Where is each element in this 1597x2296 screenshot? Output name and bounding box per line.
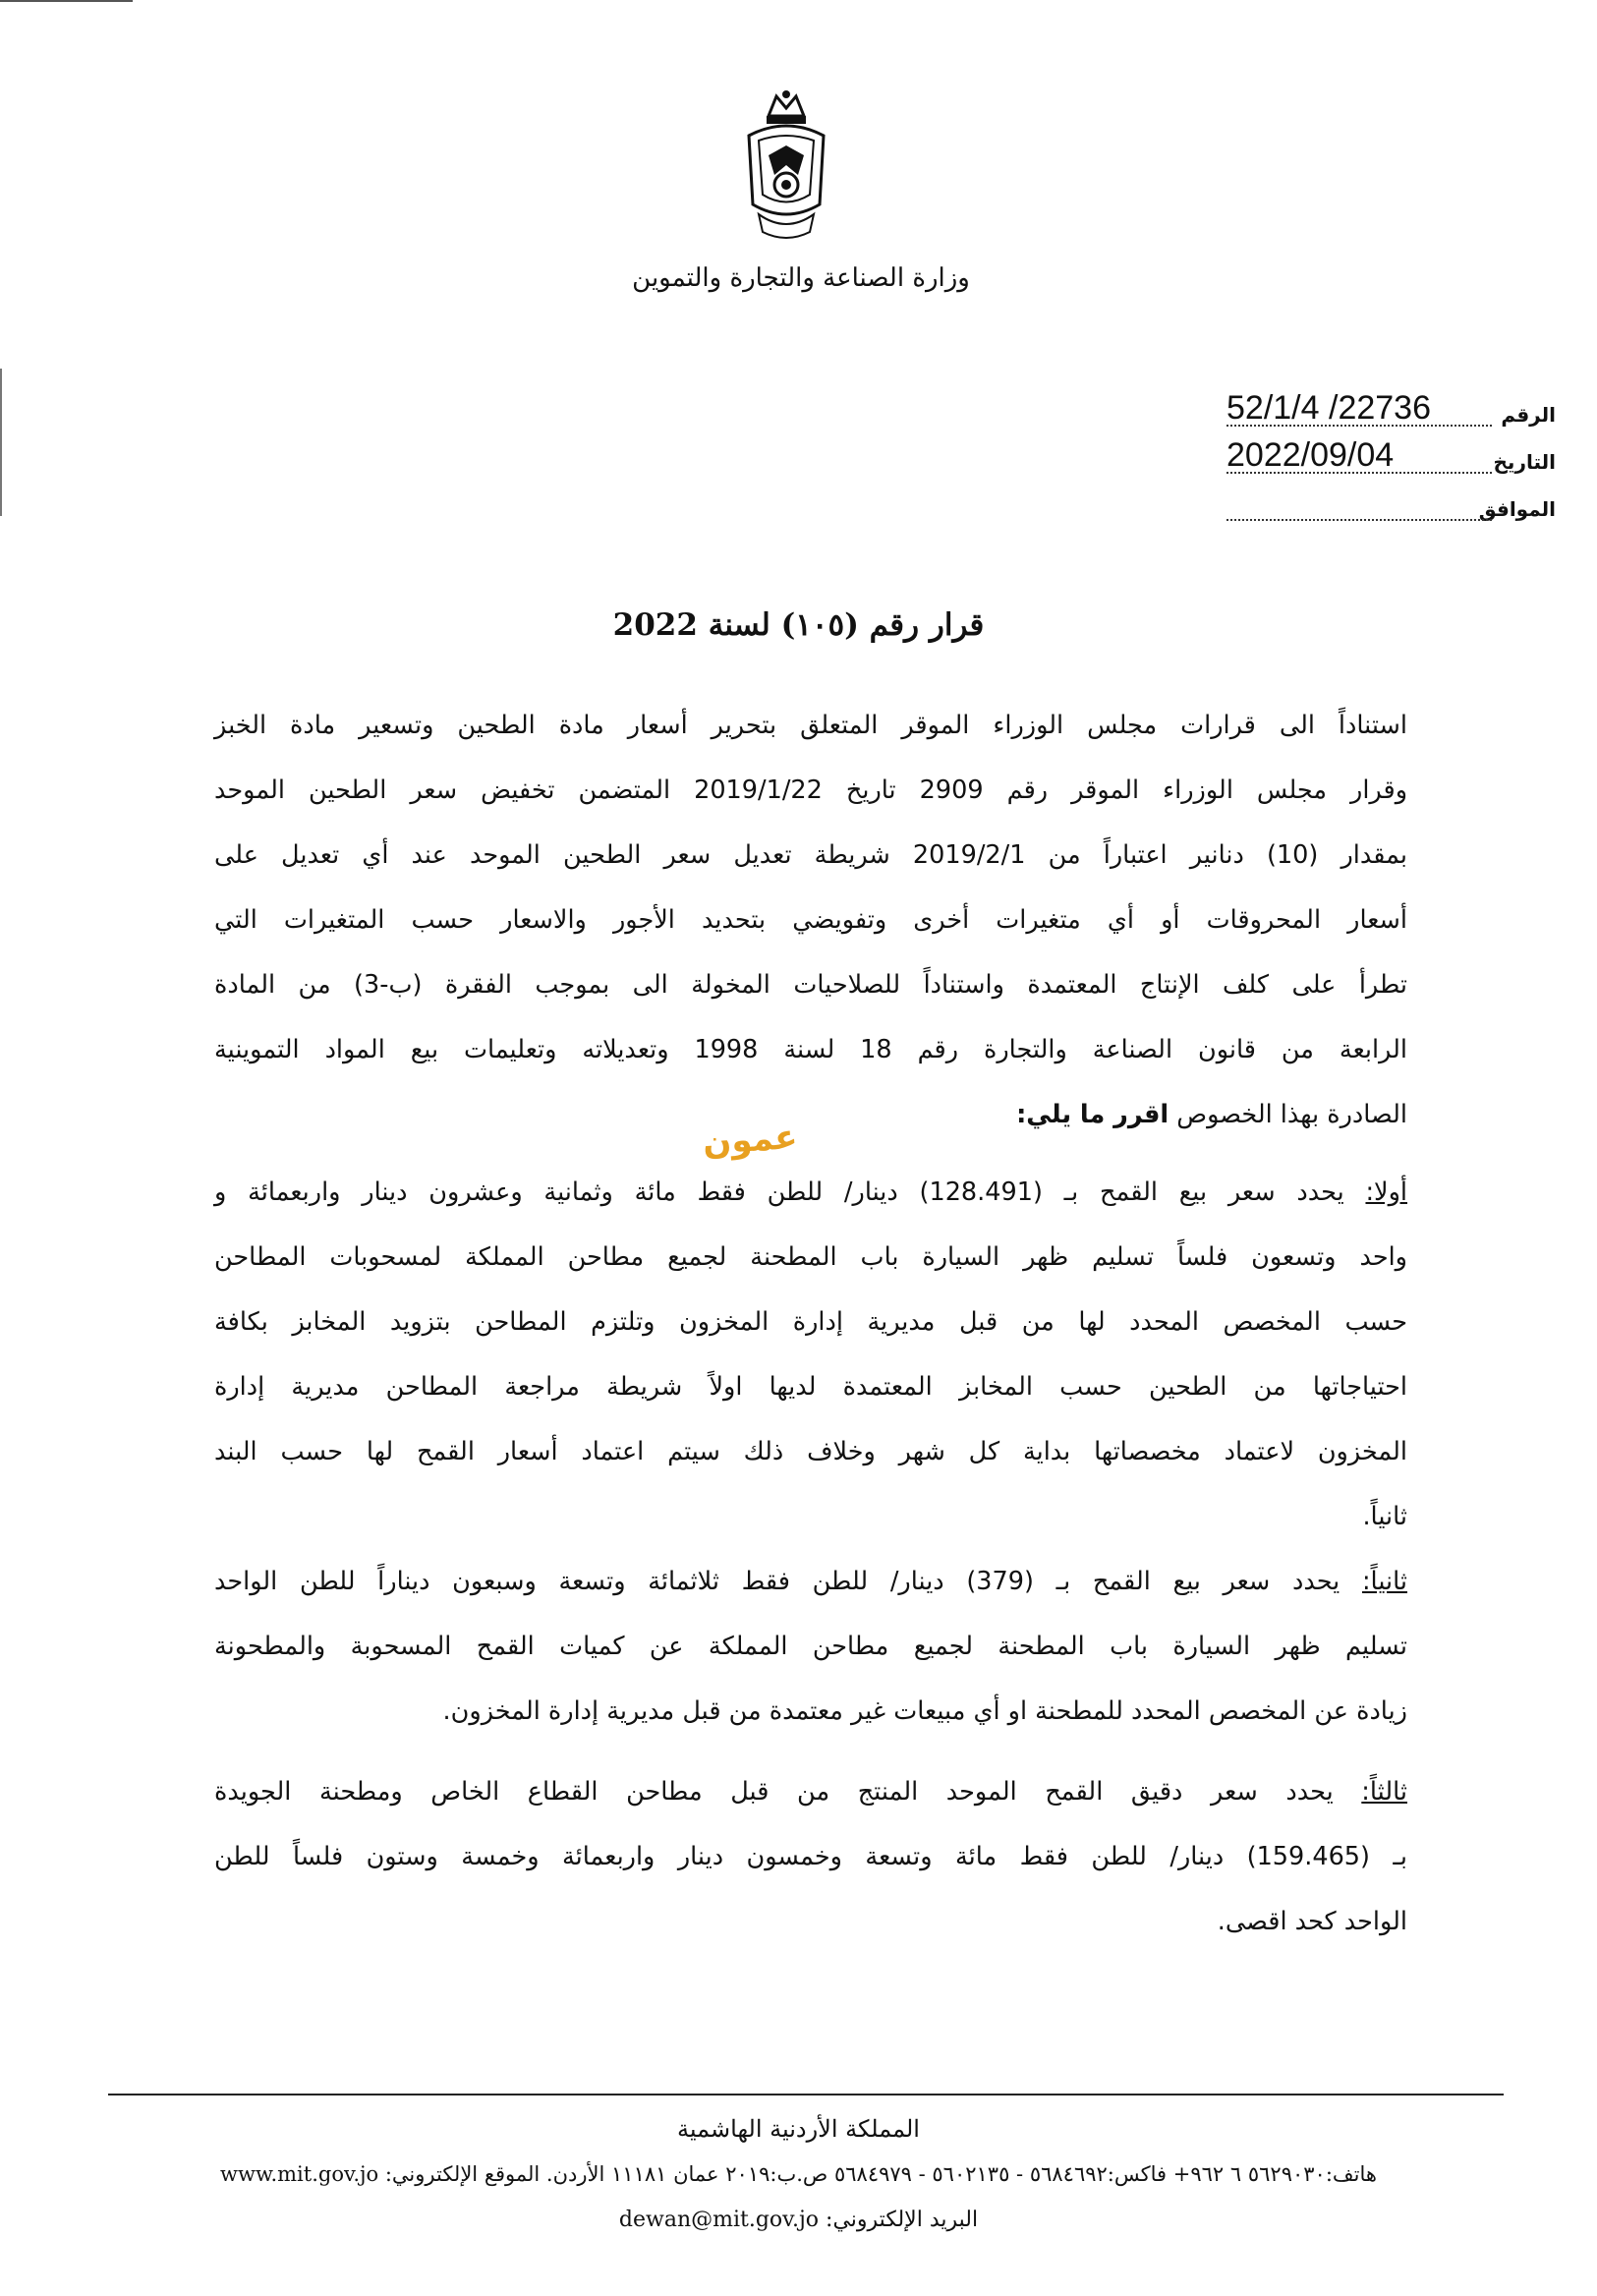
line-text: يحدد سعر دقيق القمح الموحد المنتج من قبل مطاحن القطاع الخاص ومطحنة الجويدة [214, 1777, 1334, 1807]
footer-country: المملكة الأردنية الهاشمية [677, 2115, 920, 2143]
line-text: المخزون لاعتماد مخصصاتها بداية كل شهر وخلاف ذلك سيتم اعتماد أسعار القمح لها حسب البند [214, 1437, 1407, 1466]
paragraph-line [214, 1290, 1407, 1354]
footer-email: البريد الإلكتروني: dewan@mit.gov.jo [618, 2208, 979, 2232]
preamble-closing: الصادرة بهذا الخصوص [1176, 1100, 1407, 1129]
clause-first [214, 1160, 1407, 1549]
scan-edge-line [0, 369, 2, 516]
paragraph-line [214, 952, 1407, 1017]
reference-number: 22736/ 52/1/4 [1226, 391, 1492, 427]
date-value: 2022/09/04 [1226, 438, 1492, 474]
reference-label: الرقم [1501, 403, 1556, 427]
line-text: استناداً الى قرارات مجلس الوزراء الموقر المتعلق بتحرير أسعار مادة الطحين وتسعير مادة الخبز [214, 711, 1407, 740]
line-text: تطرأ على كلف الإنتاج المعتمدة واستناداً للصلاحيات المخولة الى بموجب الفقرة (ب-3) من المادة [214, 970, 1407, 1000]
paragraph-line [214, 758, 1407, 823]
paragraph-line [214, 1484, 1407, 1549]
jordan-coat-of-arms-emblem [739, 86, 833, 249]
line-text: حسب المخصص المحدد لها من قبل مديرية إدارة المخزون وتلتزم المطاحن بتزويد المخابز بكافة [214, 1307, 1407, 1337]
scan-edge-line [0, 0, 133, 2]
line-text: بـ (159.465) دينار/ للطن فقط مائة وتسعة وخمسون دينار واربعمائة وخمسة وستون فلساً للطن [214, 1842, 1407, 1871]
paragraph-line [214, 823, 1407, 888]
reference-number-row [1226, 391, 1556, 427]
line-text: أسعار المحروقات أو أي متغيرات أخرى وتفويضي بتحديد الأجور والاسعار حسب المتغيرات التي [214, 905, 1407, 935]
line-text: ثانياً. [1362, 1502, 1407, 1531]
paragraph-line [214, 1017, 1407, 1082]
paragraph-line [214, 1225, 1407, 1290]
paragraph-line [214, 1759, 1407, 1824]
paragraph-line [214, 1614, 1407, 1679]
footer-contact: هاتف:٥٦٢٩٠٣٠ ٦ ٩٦٢+ فاكس:٥٦٨٤٦٩٢ - ٥٦٠٢١٣٥ - ٥٦٨٤٩٧٩ ص.ب:٢٠١٩ عمان ١١١٨١ الأردن. الموقع الإلكتروني: www.mit.gov.jo [220, 2162, 1377, 2186]
line-text: يحدد سعر بيع القمح بـ (379) دينار/ للطن فقط ثلاثمائة وتسعة وسبعون ديناراً للطن الواحد [214, 1567, 1340, 1596]
line-text: احتياجاتها من الطحين حسب المخابز المعتمدة لديها اولاً شريطة مراجعة المطاحن مديرية إدارة [214, 1372, 1407, 1402]
paragraph-line [214, 1889, 1407, 1954]
line-text: زيادة عن المخصص المحدد للمطحنة او أي مبيعات غير معتمدة من قبل مديرية إدارة المخزون. [442, 1696, 1407, 1726]
line-text: وقرار مجلس الوزراء الموقر رقم 2909 تاريخ 2019/1/22 المتضمن تخفيض سعر الطحين الموحد [214, 775, 1408, 805]
paragraph-line [214, 1549, 1407, 1614]
footer-divider [108, 2094, 1504, 2095]
corresponding-date-row [1226, 486, 1556, 521]
paragraph-line [214, 1082, 1407, 1147]
paragraph-line [214, 1679, 1407, 1744]
line-text: تسليم ظهر السيارة باب المطحنة لجميع مطاحن المملكة عن كميات القمح المسحوبة والمطحونة [214, 1632, 1407, 1661]
date-row [1226, 438, 1556, 474]
decision-phrase: اقرر ما يلي: [1016, 1100, 1169, 1129]
clause-label: ثالثاً: [1361, 1777, 1407, 1807]
corresponding-value [1226, 486, 1492, 521]
line-text: واحد وتسعون فلساً تسليم ظهر السيارة باب المطحنة لجميع مطاحن المملكة لمسحوبات المطاحن [214, 1242, 1407, 1272]
line-text: بمقدار (10) دنانير اعتباراً من 2019/2/1 شريطة تعديل سعر الطحين الموحد عند أي تعديل على [214, 840, 1407, 870]
ammon-watermark: عمون [701, 1117, 799, 1164]
line-text: الواحد كحد اقصى. [1217, 1907, 1407, 1936]
date-label: التاريخ [1493, 450, 1556, 474]
preamble-paragraph [214, 693, 1407, 1147]
ministry-name: وزارة الصناعة والتجارة والتموين [632, 263, 970, 293]
line-text: الرابعة من قانون الصناعة والتجارة رقم 18 لسنة 1998 وتعديلاته وتعليمات بيع المواد التموينية [214, 1035, 1407, 1064]
clause-label: أولا: [1365, 1177, 1408, 1207]
paragraph-line [214, 1160, 1407, 1225]
clause-third [214, 1759, 1407, 1954]
corresponding-label: الموافق [1478, 497, 1556, 521]
paragraph-line [214, 693, 1407, 758]
clause-label: ثانياً: [1361, 1567, 1407, 1596]
paragraph-line [214, 1354, 1407, 1419]
clause-second [214, 1549, 1407, 1744]
decision-title: قرار رقم (١٠٥) لسنة 2022 [612, 607, 985, 643]
paragraph-line [214, 1419, 1407, 1484]
paragraph-line [214, 1824, 1407, 1889]
paragraph-line [214, 888, 1407, 952]
line-text: يحدد سعر بيع القمح بـ (128.491) دينار/ للطن فقط مائة وثمانية وعشرون دينار واربعمائة و [214, 1177, 1344, 1207]
